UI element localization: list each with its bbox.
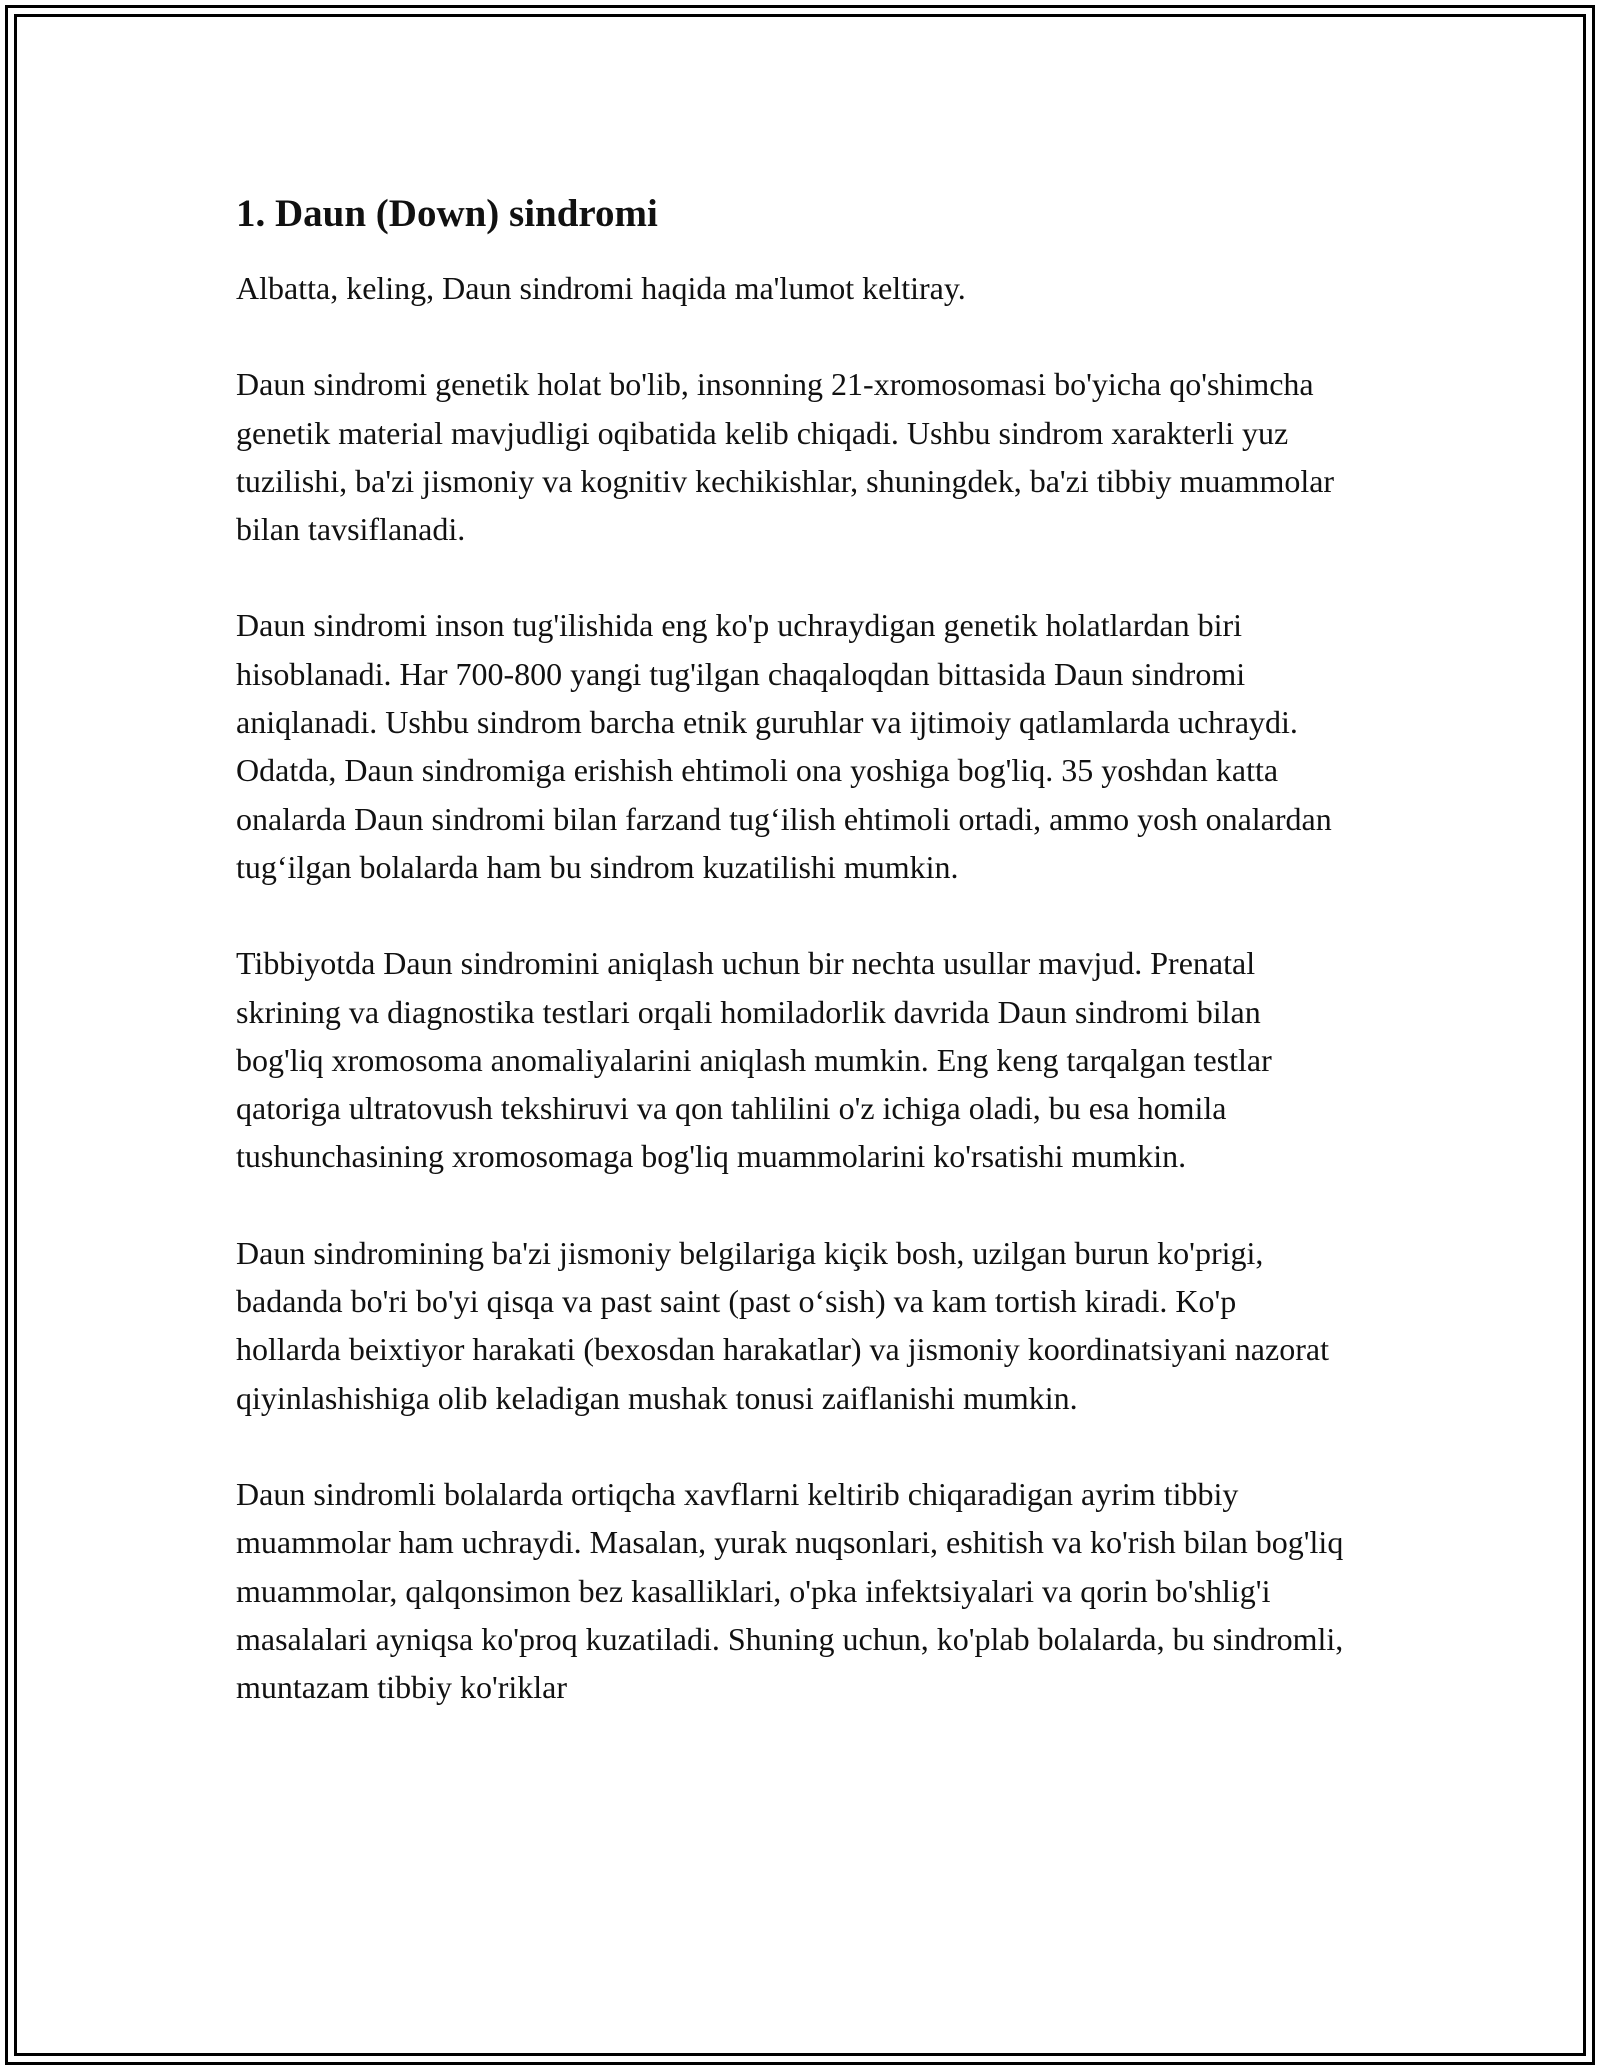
paragraph-prevalence: Daun sindromi inson tug'ilishida eng ko'p uchraydigan genetik holatlardan biri hisoblanadi. Har 700-800 yangi tug'ilgan chaqaloqdan bittasida Daun sindromi aniqlanadi. Ushbu sindrom barcha etnik guruhlar va ijtimoiy qatlamlarda uchraydi. Odatda, Daun sindromiga erishish ehtimoli ona yoshiga bog'liq. 35 yoshdan katta onalarda Daun sindromi bilan farzand tug‘ilish ehtimoli ortadi, ammo yosh onalardan tug‘ilgan bolalarda ham bu sindrom kuzatilishi mumkin. <box>236 607 1332 885</box>
paragraph-definition: Daun sindromi genetik holat bo'lib, insonning 21-xromosomasi bo'yicha qo'shimcha genetik material mavjudligi oqibatida kelib chiqadi. Ushbu sindrom xarakterli yuz tuzilishi, ba'zi jismoniy va kognitiv kechikishlar, shuningdek, ba'zi tibbiy muammolar bilan tavsiflanadi. <box>236 366 1335 548</box>
document-body <box>236 188 1346 1759</box>
paragraph-intro: Albatta, keling, Daun sindromi haqida ma'lumot keltiray. <box>236 270 966 306</box>
paragraph-medical-issues: Daun sindromli bolalarda ortiqcha xavflarni keltirib chiqaradigan ayrim tibbiy muammolar ham uchraydi. Masalan, yurak nuqsonlari, eshitish va ko'rish bilan bog'liq muammolar, qalqonsimon bez kasalliklari, o'pka infektsiyalari va qorin bo'shlig'i masalalari ayniqsa ko'proq kuzatiladi. Shuning uchun, ko'plab bolalarda, bu sindromli, muntazam tibbiy ko'riklar <box>236 1475 1344 1706</box>
paragraph-diagnosis: Tibbiyotda Daun sindromini aniqlash uchun bir nechta usullar mavjud. Prenatal skrining va diagnostika testlari orqali homiladorlik davrida Daun sindromi bilan bog'liq xromosoma anomaliyalarini aniqlash mumkin. Eng keng tarqalgan testlar qatoriga ultratovush tekshiruvi va qon tahlilini o'z ichiga oladi, bu esa homila tushunchasining xromosomaga bog'liq muammolarini ko'rsatishi mumkin. <box>236 945 1272 1175</box>
paragraph-physical-signs: Daun sindromining ba'zi jismoniy belgilariga kiçik bosh, uzilgan burun ko'prigi, badanda bo'ri bo'yi qisqa va past saint (past o‘sish) va kam tortish kiradi. Ko'p hollarda beixtiyor harakati (bexosdan harakatlar) va jismoniy koordinatsiyani nazorat qiyinlashishiga olib keladigan mushak tonusi zaiflanishi mumkin. <box>236 1234 1329 1416</box>
section-heading: 1. Daun (Down) sindromi <box>236 192 658 235</box>
